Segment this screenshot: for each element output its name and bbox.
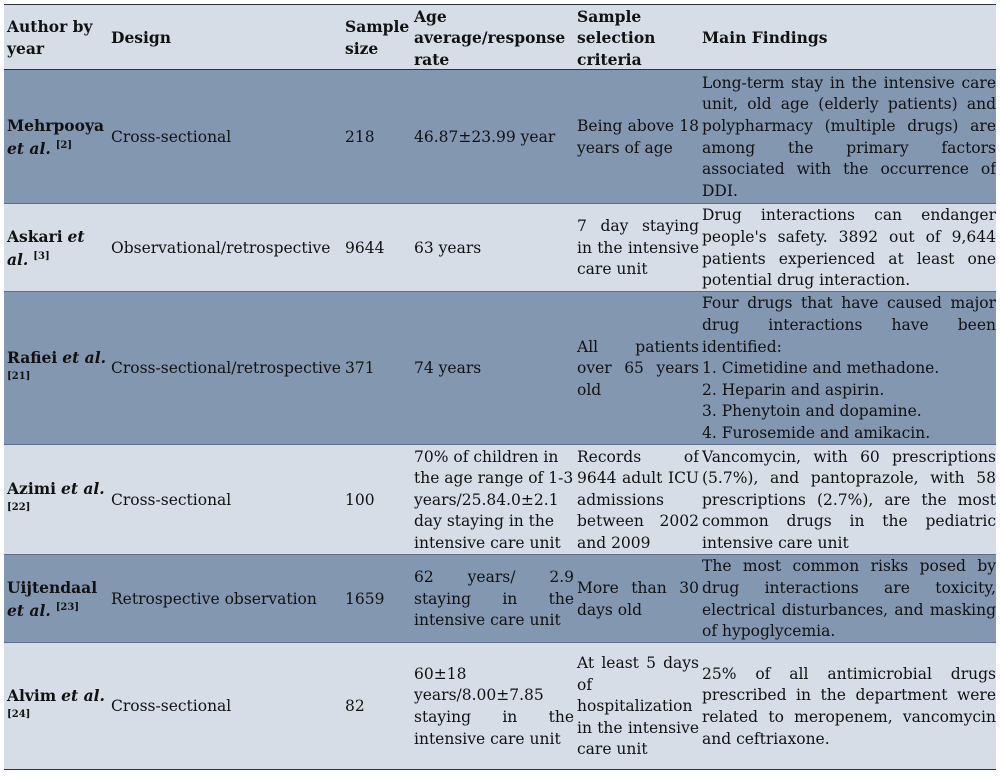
selection-cell: More than 30 days old bbox=[574, 554, 699, 642]
data-table bbox=[4, 4, 996, 770]
findings-intro: Four drugs that have caused major drug interactions have been identified: bbox=[702, 294, 996, 356]
findings-list-item: 4. Furosemide and amikacin. bbox=[702, 423, 931, 442]
findings-cell: 25% of all antimicrobial drugs prescribed in the department were related to meropenem, vancomycin and ceftriaxone. bbox=[699, 642, 996, 770]
header-design: Design bbox=[108, 4, 342, 70]
age-cell: 70% of children in the age range of 1-3 years/25.84.0±2.1 day staying in the intensive care unit bbox=[411, 444, 574, 554]
header-sample-size: Sample size bbox=[342, 4, 411, 70]
size-cell: 371 bbox=[342, 291, 411, 444]
findings-cell: Vancomycin, with 60 prescriptions (5.7%), and pantoprazole, with 58 prescriptions (2.7%), are the most common drugs in the pediatric intensive care unit bbox=[699, 444, 996, 554]
author-cell: Alvim et al. [24] bbox=[4, 642, 108, 770]
size-cell: 82 bbox=[342, 642, 411, 770]
header-author: Author by year bbox=[4, 4, 108, 70]
findings-list-item: 2. Heparin and aspirin. bbox=[702, 380, 885, 399]
size-cell: 218 bbox=[342, 70, 411, 203]
design-cell: Cross-sectional bbox=[108, 444, 342, 554]
age-cell: 62 years/ 2.9 staying in the intensive care unit bbox=[411, 554, 574, 642]
header-findings: Main Findings bbox=[699, 4, 996, 70]
design-cell: Retrospective observation bbox=[108, 554, 342, 642]
age-cell: 60±18 years/8.00±7.85 staying in the intensive care unit bbox=[411, 642, 574, 770]
age-cell: 63 years bbox=[411, 203, 574, 291]
author-cell: Uijtendaal et al. [23] bbox=[4, 554, 108, 642]
size-cell: 1659 bbox=[342, 554, 411, 642]
age-cell: 74 years bbox=[411, 291, 574, 444]
selection-cell: All patients over 65 years old bbox=[574, 291, 699, 444]
findings-list-item: 3. Phenytoin and dopamine. bbox=[702, 402, 922, 421]
header-age: Age average/response rate bbox=[411, 4, 574, 70]
design-cell: Cross-sectional bbox=[108, 70, 342, 203]
author-cell: Mehrpooya et al. [2] bbox=[4, 70, 108, 203]
selection-cell: Being above 18 years of age bbox=[574, 70, 699, 203]
selection-cell: 7 day staying in the intensive care unit bbox=[574, 203, 699, 291]
age-cell: 46.87±23.99 year bbox=[411, 70, 574, 203]
findings-cell: The most common risks posed by drug interactions are toxicity, electrical disturbances, and masking of hypoglycemia. bbox=[699, 554, 996, 642]
author-cell: Rafiei et al. [21] bbox=[4, 291, 108, 444]
design-cell: Cross-sectional/retrospective bbox=[108, 291, 342, 444]
findings-list-item: 1. Cimetidine and methadone. bbox=[702, 359, 940, 378]
author-cell: Askari et al. [3] bbox=[4, 203, 108, 291]
findings-cell: Drug interactions can endanger people's safety. 3892 out of 9,644 patients experienced at least one potential drug interaction. bbox=[699, 203, 996, 291]
size-cell: 9644 bbox=[342, 203, 411, 291]
findings-cell: Long-term stay in the intensive care unit, old age (elderly patients) and polypharmacy (multiple drugs) are among the primary factors associated with the occurrence of DDI. bbox=[699, 70, 996, 203]
design-cell: Observational/retrospective bbox=[108, 203, 342, 291]
header-selection: Sample selection criteria bbox=[574, 4, 699, 70]
findings-cell bbox=[699, 291, 996, 444]
selection-cell: Records of 9644 adult ICU admissions between 2002 and 2009 bbox=[574, 444, 699, 554]
selection-cell: At least 5 days of hospitalization in the intensive care unit bbox=[574, 642, 699, 770]
design-cell: Cross-sectional bbox=[108, 642, 342, 770]
author-cell: Azimi et al. [22] bbox=[4, 444, 108, 554]
size-cell: 100 bbox=[342, 444, 411, 554]
